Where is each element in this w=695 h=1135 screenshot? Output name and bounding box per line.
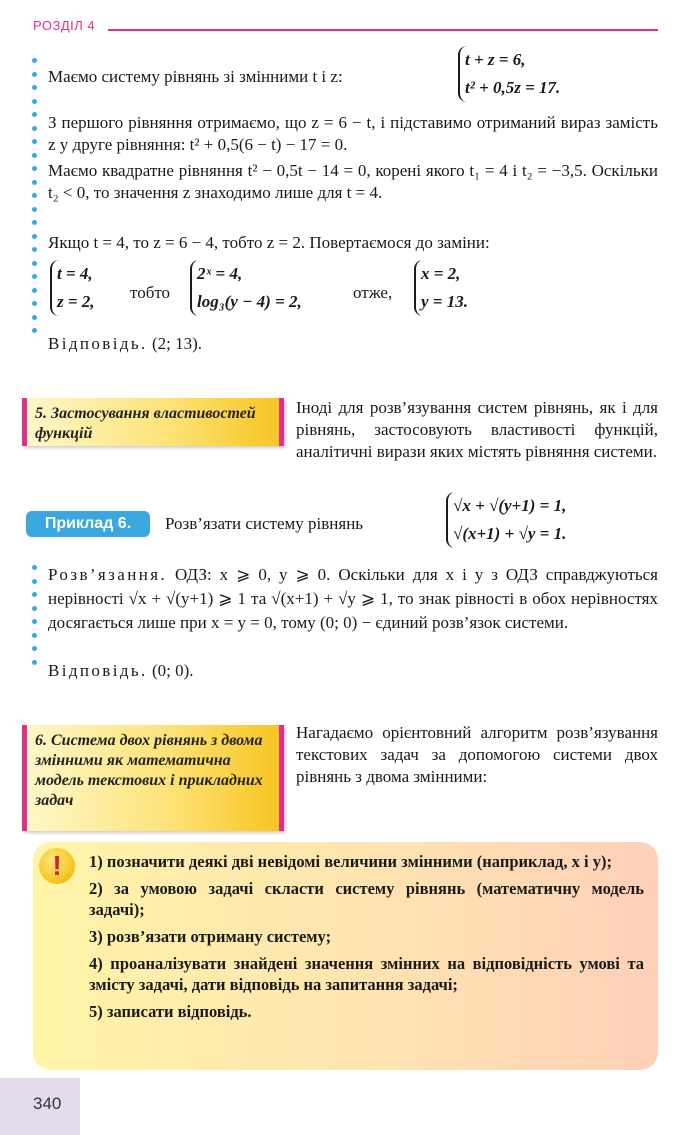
section-6-text: Нагадаємо орієнтовний алгоритм розв’язування текстових задач за допомогою системи двох рівнянь з двома змінними: — [296, 723, 658, 786]
system-line: t = 4, — [57, 264, 93, 283]
paragraph-quadratic: Маємо квадратне рівняння t² − 0,5t − 14 = 0, корені якого t₁ = 4 і t₂ = −3,5. Оскільки t₂ < 0, то значення z знаходимо лише для t = 4. — [48, 161, 658, 202]
algorithm-step: 2) за умовою задачі скласти систему рівнянь (математичну модель задачі); — [89, 879, 644, 919]
answer-value: (0; 0). — [151, 661, 194, 680]
exclamation-icon: ! — [39, 848, 75, 884]
answer-value: (2; 13). — [151, 334, 203, 353]
algorithm-step: 5) записати відповідь. — [89, 1002, 252, 1021]
section-6-tab: 6. Система двох рівнянь з двома змінними як математична модель текстових і прикладних задач — [22, 725, 284, 831]
example-6-badge: Приклад 6. — [26, 511, 150, 537]
system-line: √(x+1) + √y = 1. — [453, 524, 567, 543]
section-5-text-top — [296, 397, 658, 463]
example-6-answer — [48, 660, 658, 682]
page-number: 340 — [33, 1094, 62, 1113]
intro-text: Маємо систему рівнянь зі змінними t і z: — [48, 67, 343, 86]
system-c — [414, 260, 468, 316]
answer-line — [48, 333, 658, 355]
system-t-z — [458, 46, 560, 102]
system-line: t + z = 6, — [465, 50, 526, 69]
algorithm-step: 3) розв’язати отриману систему; — [89, 927, 332, 946]
algorithm-step: 4) проаналізувати знайдені значення змінних на відповідність умові та змісту задачі, дати відповідь на запитання задачі; — [89, 954, 644, 994]
example-6-solution — [48, 563, 658, 635]
system-b — [190, 260, 302, 316]
algorithm-step: 1) позначити деякі дві невідомі величини змінними (наприклад, x і y); — [89, 852, 612, 871]
algorithm-steps — [89, 851, 644, 1028]
system-line: 2ˣ = 4, — [197, 264, 243, 283]
solution-text: ОДЗ: x ⩾ 0, y ⩾ 0. Оскільки для x і y з ОДЗ справджуються нерівності √x + √(y+1) ⩾ 1 та √(x+1) + √y ⩾ 1, то знак рівності в обох нерівностях досягається лише при x = y = 0, тому (0; 0) − єдиний розв’язок системи. — [48, 565, 658, 632]
system-line: t² + 0,5z = 17. — [465, 78, 561, 97]
section-5-tab: 5. Застосування властивостей функцій — [22, 398, 284, 446]
system-line: √x + √(y+1) = 1, — [453, 496, 567, 515]
system-line: y = 13. — [421, 292, 468, 311]
answer-label: Відповідь. — [48, 334, 148, 353]
example-6-system — [446, 492, 566, 548]
paragraph-substitution: З першого рівняння отримаємо, що z = 6 − t, і підставимо отриманий вираз замість z у друге рівняння: t² + 0,5(6 − t) − 17 = 0. — [48, 113, 658, 154]
section-header: РОЗДІЛ 4 — [33, 18, 96, 33]
system-a — [50, 260, 95, 316]
dotted-margin-rule — [32, 58, 38, 342]
system-line: log₃(y − 4) = 2, — [197, 292, 302, 311]
example-6-task: Розв’язати систему рівнянь — [165, 514, 364, 533]
word-hence: отже, — [353, 283, 393, 302]
answer-label: Відповідь. — [48, 661, 148, 680]
word-so: тобто — [130, 283, 171, 302]
section-5-text: Іноді для розв’язування систем рівнянь, як і для рівнянь, застосовують властивості функцій, аналітичні вирази яких містять рівняння системи. — [296, 398, 658, 461]
system-line: z = 2, — [57, 292, 95, 311]
dotted-margin-rule — [32, 565, 38, 673]
header-rule — [108, 29, 658, 31]
system-line: x = 2, — [421, 264, 461, 283]
solution-label: Розв’язання. — [48, 565, 168, 584]
paragraph-back-substitution: Якщо t = 4, то z = 6 − 4, тобто z = 2. Повертаємося до заміни: — [48, 233, 490, 252]
